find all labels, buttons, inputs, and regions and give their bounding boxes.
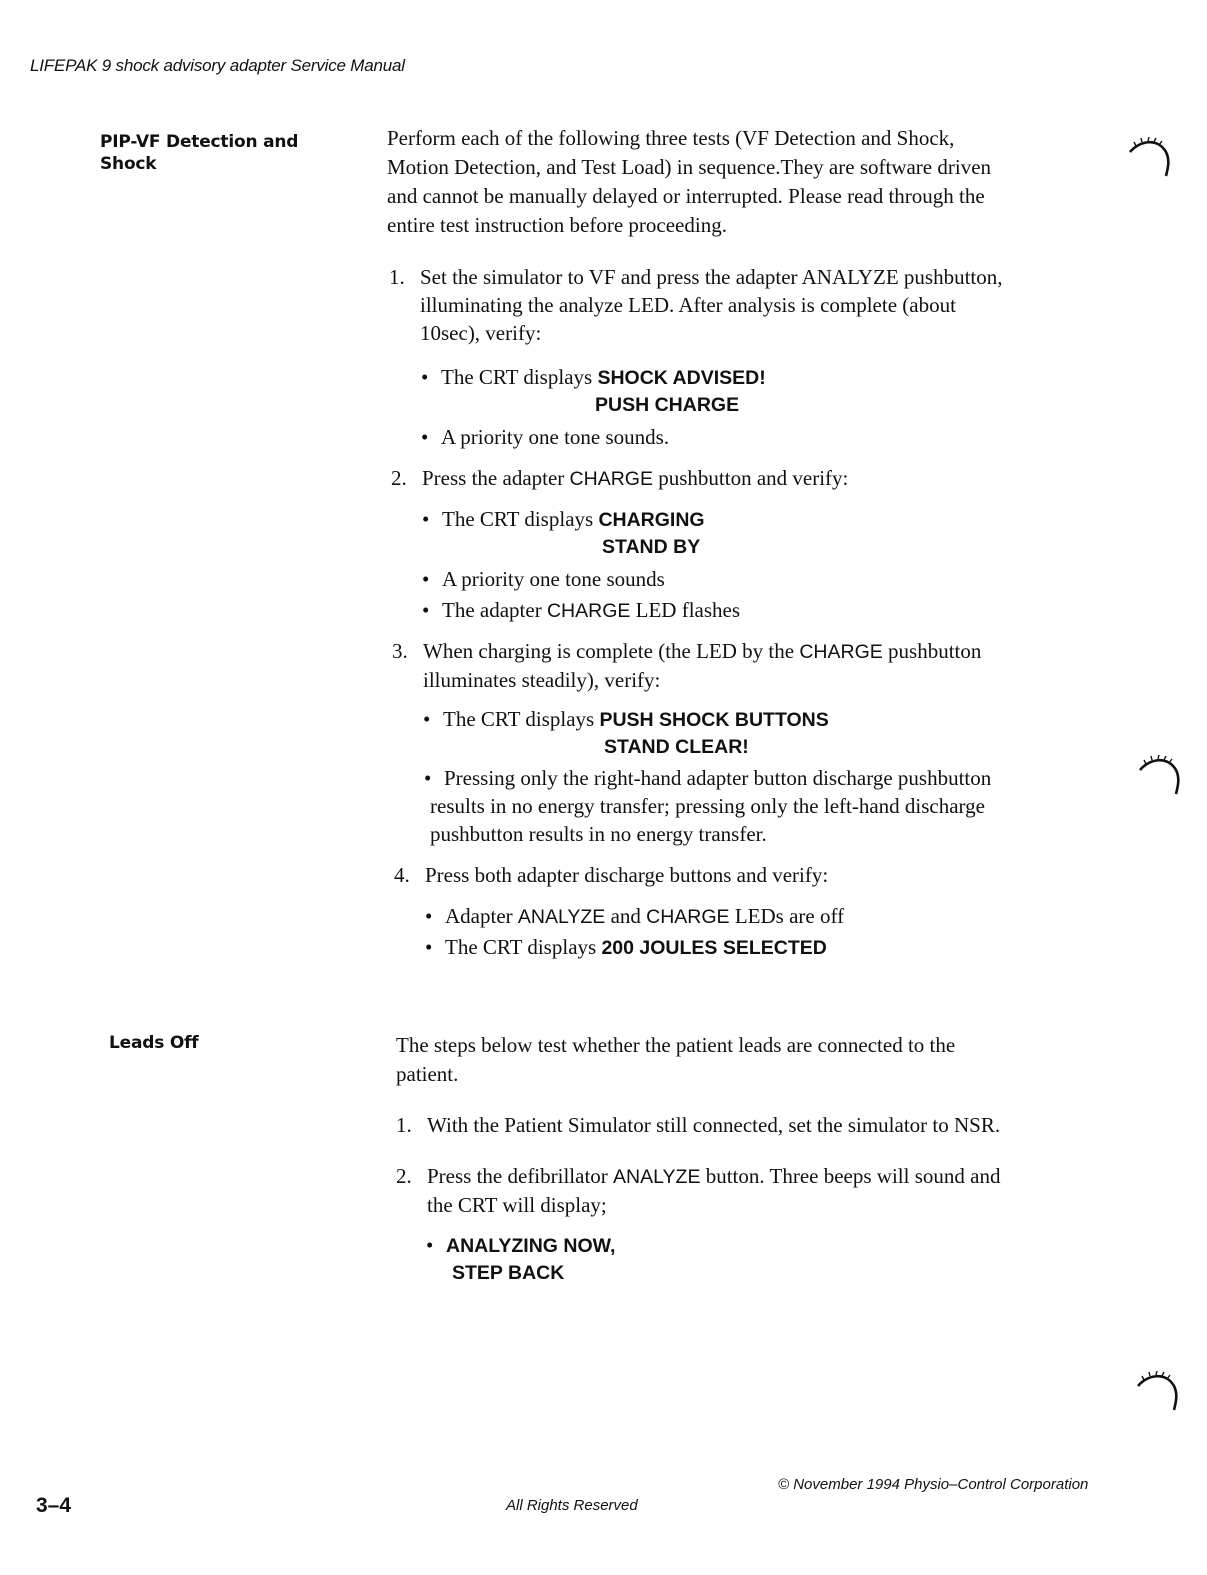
step-3: [392, 637, 1072, 697]
bullet-text: A priority one tone sounds: [442, 567, 665, 591]
step-number: 3.: [392, 639, 408, 663]
crt-message-line2: PUSH CHARGE: [595, 394, 740, 416]
paragraph-line: and cannot be manually delayed or interrupted. Please read through the: [387, 184, 985, 208]
crt-message: PUSH SHOCK BUTTONS: [599, 709, 829, 731]
paragraph-line: patient.: [396, 1062, 459, 1086]
bullet-crt-display: [422, 505, 705, 534]
key-label: ANALYZE: [517, 906, 606, 928]
crt-message: 200 JOULES SELECTED: [601, 937, 827, 959]
bullet-text: The CRT displays: [441, 365, 598, 389]
bullet-text: A priority one tone sounds.: [441, 425, 670, 449]
step-line: the CRT will display;: [427, 1193, 607, 1217]
bullet-discharge-test: [424, 764, 991, 848]
step-text: [422, 464, 848, 493]
bullet-leds-off: [425, 902, 844, 931]
step-line: illuminates steadily), verify:: [423, 668, 661, 692]
footer-copyright: © November 1994 Physio–Control Corporation: [778, 1476, 1089, 1493]
step-text: [427, 1162, 1000, 1219]
leads-off-step-2: [396, 1162, 1096, 1222]
paragraph-line: Perform each of the following three tests (VF Detection and Shock,: [387, 126, 955, 150]
bullet-glyph: •: [423, 707, 431, 731]
key-label: CHARGE: [799, 641, 883, 663]
bullet-tone: [421, 423, 669, 451]
step-number: 1.: [396, 1113, 412, 1137]
crt-message: SHOCK ADVISED!: [597, 367, 766, 389]
bullet-text: The CRT displays: [445, 935, 602, 959]
crt-message: ANALYZING NOW,: [446, 1235, 616, 1257]
binder-mark-icon: [1136, 1370, 1180, 1416]
step-line: Set the simulator to VF and press the adapter ANALYZE pushbutton,: [420, 265, 1003, 289]
crt-message-line2: STEP BACK: [452, 1262, 565, 1284]
bullet-glyph: •: [421, 425, 429, 449]
key-label: CHARGE: [569, 468, 653, 490]
running-header: LIFEPAK 9 shock advisory adapter Service Manual: [30, 56, 405, 75]
crt-message-line2: STAND CLEAR!: [604, 736, 749, 758]
step-2: [391, 464, 1071, 494]
paragraph-line: Motion Detection, and Test Load) in sequence.They are software driven: [387, 155, 992, 179]
binder-mark-icon: [1128, 136, 1172, 182]
step-text-part: Press the defibrillator: [427, 1164, 614, 1188]
step-text: [423, 637, 981, 694]
step-text: With the Patient Simulator still connected, set the simulator to NSR.: [427, 1113, 1001, 1137]
bullet-glyph: •: [424, 766, 432, 790]
crt-message-line2: STAND BY: [602, 536, 701, 558]
section-heading-line: PIP-VF Detection and: [100, 132, 299, 152]
step-text-part: Press the adapter: [422, 466, 570, 490]
bullet-text: The CRT displays: [443, 707, 600, 731]
step-text-part: When charging is complete (the LED by the: [423, 639, 800, 663]
step-line: 10sec), verify:: [420, 321, 542, 345]
step-text: [420, 263, 1003, 347]
footer-rights: All Rights Reserved: [506, 1497, 638, 1514]
step-line: [423, 637, 981, 666]
bullet-glyph: •: [422, 567, 430, 591]
section-heading-leads-off: Leads Off: [109, 1033, 199, 1053]
bullet-text: LEDs are off: [729, 904, 845, 928]
bullet-glyph: •: [421, 365, 429, 389]
bullet-led-flashes: [422, 596, 740, 625]
leads-off-intro-paragraph: [396, 1031, 955, 1089]
bullet-glyph: •: [425, 935, 433, 959]
step-text-part: pushbutton and verify:: [652, 466, 849, 490]
intro-paragraph: [387, 124, 991, 240]
bullet-line: pushbutton results in no energy transfer.: [430, 822, 767, 846]
step-line: [427, 1162, 1000, 1191]
key-label: ANALYZE: [613, 1166, 701, 1188]
bullet-text: The adapter: [442, 598, 547, 622]
bullet-glyph: •: [422, 598, 430, 622]
step-4: [394, 861, 1074, 891]
step-text: Press both adapter discharge buttons and verify:: [425, 863, 829, 887]
step-text-part: pushbutton: [882, 639, 982, 663]
bullet-text: Adapter: [445, 904, 518, 928]
step-text-part: button. Three beeps will sound and: [700, 1164, 1001, 1188]
bullet-crt-display: [423, 705, 829, 734]
paragraph-line: The steps below test whether the patient leads are connected to the: [396, 1033, 956, 1057]
step-number: 1.: [389, 265, 405, 289]
bullet-glyph: •: [426, 1233, 434, 1257]
bullet-text: LED flashes: [630, 598, 741, 622]
key-label: CHARGE: [546, 600, 631, 622]
bullet-text: Pressing only the right-hand adapter button discharge pushbutton: [444, 766, 992, 790]
step-1: [389, 263, 1069, 353]
key-label: CHARGE: [646, 906, 730, 928]
bullet-crt-display: [425, 933, 827, 962]
step-number: 4.: [394, 863, 410, 887]
crt-message: CHARGING: [598, 509, 705, 531]
bullet-text: and: [605, 904, 647, 928]
step-number: 2.: [391, 466, 407, 490]
section-heading-pip-vf: [100, 131, 298, 175]
bullet-crt-display: [426, 1231, 615, 1260]
binder-mark-icon: [1138, 754, 1182, 800]
bullet-glyph: •: [425, 904, 433, 928]
bullet-glyph: •: [422, 507, 430, 531]
step-number: 2.: [396, 1164, 412, 1188]
leads-off-step-1: [396, 1111, 1096, 1141]
bullet-line: [424, 764, 991, 792]
bullet-line: results in no energy transfer; pressing only the left-hand discharge: [430, 794, 985, 818]
section-heading-line: Shock: [100, 154, 157, 174]
bullet-crt-display: [421, 363, 766, 392]
step-line: illuminating the analyze LED. After analysis is complete (about: [420, 293, 956, 317]
bullet-tone: [422, 565, 665, 593]
paragraph-line: entire test instruction before proceeding.: [387, 213, 727, 237]
bullet-text: The CRT displays: [442, 507, 599, 531]
page-number: 3–4: [36, 1494, 72, 1517]
